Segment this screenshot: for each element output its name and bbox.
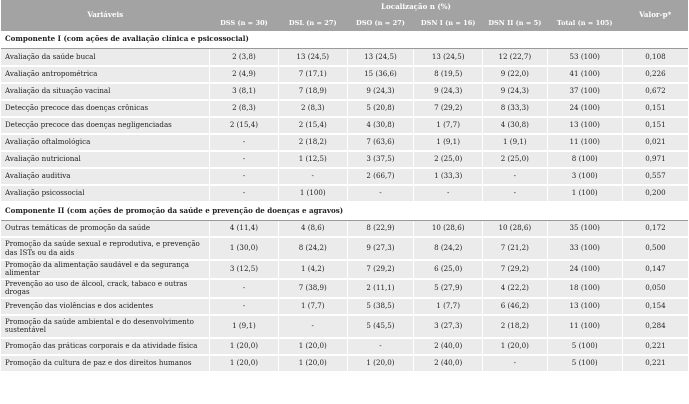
- cell-value: 2 (25,0): [414, 151, 483, 168]
- cell-value: 1 (30,0): [210, 237, 279, 260]
- variable-label: Promoção das práticas corporais e da atividade física: [1, 338, 210, 355]
- table-row: [1, 100, 688, 117]
- cell-value: 1 (20,0): [483, 338, 548, 355]
- cell-value: 1 (7,7): [278, 298, 347, 315]
- cell-value: 2 (66,7): [347, 168, 414, 185]
- cell-pvalue: 0,050: [622, 279, 688, 298]
- cell-value: 4 (11,4): [210, 220, 279, 237]
- variable-label: Detecção precoce das doenças negligenciadas: [1, 117, 210, 134]
- cell-value: 8 (100): [547, 151, 622, 168]
- cell-value: 2 (40,0): [414, 355, 483, 372]
- cell-value: -: [347, 338, 414, 355]
- cell-value: 3 (8,1): [210, 83, 279, 100]
- cell-value: 5 (38,5): [347, 298, 414, 315]
- cell-value: 35 (100): [547, 220, 622, 237]
- cell-value: -: [210, 279, 279, 298]
- variable-label: Prevenção ao uso de álcool, crack, tabaco e outras drogas: [1, 279, 210, 298]
- cell-pvalue: 0,971: [622, 151, 688, 168]
- cell-value: 13 (24,5): [347, 49, 414, 66]
- variable-label: Avaliação antropométrica: [1, 66, 210, 83]
- cell-value: 1 (9,1): [414, 134, 483, 151]
- cell-value: -: [210, 298, 279, 315]
- table-row: [1, 168, 688, 185]
- header-col-total: Total (n = 105): [547, 15, 622, 31]
- variable-label: Promoção da alimentação saudável e da segurança alimentar: [1, 260, 210, 279]
- table-row: [1, 260, 688, 279]
- header-col-dsn-ii: DSN II (n = 5): [483, 15, 548, 31]
- header-location: Localização n (%): [210, 0, 623, 15]
- cell-value: 2 (8,3): [278, 100, 347, 117]
- section-header: [1, 202, 688, 221]
- cell-pvalue: 0,221: [622, 355, 688, 372]
- cell-value: -: [278, 315, 347, 338]
- variable-label: Detecção precoce das doenças crônicas: [1, 100, 210, 117]
- cell-value: 2 (11,1): [347, 279, 414, 298]
- cell-value: 7 (29,2): [414, 100, 483, 117]
- cell-value: 2 (15,4): [210, 117, 279, 134]
- cell-value: 9 (22,0): [483, 66, 548, 83]
- cell-value: 6 (46,2): [483, 298, 548, 315]
- cell-value: 2 (3,8): [210, 49, 279, 66]
- table-body: [1, 31, 688, 372]
- cell-value: 7 (38,9): [278, 279, 347, 298]
- cell-value: 7 (29,2): [483, 260, 548, 279]
- table-row: [1, 298, 688, 315]
- cell-value: 5 (100): [547, 355, 622, 372]
- variable-label: Avaliação da situação vacinal: [1, 83, 210, 100]
- cell-value: 1 (20,0): [278, 338, 347, 355]
- cell-value: 1 (20,0): [210, 355, 279, 372]
- header-col-dss: DSS (n = 30): [210, 15, 279, 31]
- variable-label: Avaliação oftalmológica: [1, 134, 210, 151]
- cell-value: 24 (100): [547, 100, 622, 117]
- table-row: [1, 338, 688, 355]
- header-col-dsl: DSL (n = 27): [278, 15, 347, 31]
- cell-value: 8 (33,3): [483, 100, 548, 117]
- cell-value: 13 (24,5): [278, 49, 347, 66]
- cell-pvalue: 0,108: [622, 49, 688, 66]
- cell-value: 10 (28,6): [414, 220, 483, 237]
- cell-value: 5 (100): [547, 338, 622, 355]
- variable-label: Outras temáticas de promoção da saúde: [1, 220, 210, 237]
- table-row: [1, 66, 688, 83]
- cell-value: 2 (8,3): [210, 100, 279, 117]
- cell-value: 1 (20,0): [347, 355, 414, 372]
- cell-value: -: [278, 168, 347, 185]
- cell-value: 24 (100): [547, 260, 622, 279]
- cell-value: 3 (27,3): [414, 315, 483, 338]
- header-pvalue: Valor-p*: [622, 0, 688, 31]
- cell-value: 37 (100): [547, 83, 622, 100]
- cell-value: 7 (18,9): [278, 83, 347, 100]
- cell-value: 53 (100): [547, 49, 622, 66]
- cell-value: 18 (100): [547, 279, 622, 298]
- header-col-dsn-i: DSN I (n = 16): [414, 15, 483, 31]
- cell-value: 2 (4,9): [210, 66, 279, 83]
- variable-label: Promoção da cultura de paz e dos direitos humanos: [1, 355, 210, 372]
- cell-value: 9 (27,3): [347, 237, 414, 260]
- cell-value: 8 (22,9): [347, 220, 414, 237]
- cell-value: 2 (15,4): [278, 117, 347, 134]
- cell-value: 15 (36,6): [347, 66, 414, 83]
- cell-value: 4 (30,8): [347, 117, 414, 134]
- cell-value: 1 (33,3): [414, 168, 483, 185]
- variable-label: Promoção da saúde sexual e reprodutiva, e prevenção das ISTs ou da aids: [1, 237, 210, 260]
- cell-value: 1 (20,0): [210, 338, 279, 355]
- cell-value: 5 (27,9): [414, 279, 483, 298]
- cell-value: 2 (18,2): [483, 315, 548, 338]
- cell-pvalue: 0,557: [622, 168, 688, 185]
- cell-value: 8 (24,2): [414, 237, 483, 260]
- cell-value: -: [210, 185, 279, 202]
- table-row: [1, 315, 688, 338]
- cell-value: 1 (100): [278, 185, 347, 202]
- cell-pvalue: 0,151: [622, 100, 688, 117]
- section-title: Componente I (com ações de avaliação clínica e psicossocial): [1, 31, 688, 49]
- cell-pvalue: 0,151: [622, 117, 688, 134]
- cell-pvalue: 0,284: [622, 315, 688, 338]
- cell-value: 11 (100): [547, 315, 622, 338]
- cell-value: 3 (12,5): [210, 260, 279, 279]
- cell-value: 9 (24,3): [483, 83, 548, 100]
- cell-value: 1 (100): [547, 185, 622, 202]
- table-row: [1, 185, 688, 202]
- table-row: [1, 279, 688, 298]
- cell-value: -: [210, 168, 279, 185]
- cell-value: 33 (100): [547, 237, 622, 260]
- cell-value: 13 (24,5): [414, 49, 483, 66]
- table-row: [1, 117, 688, 134]
- table-row: [1, 355, 688, 372]
- cell-value: 4 (22,2): [483, 279, 548, 298]
- cell-value: 1 (9,1): [483, 134, 548, 151]
- table-header: [1, 0, 688, 31]
- cell-value: -: [347, 185, 414, 202]
- cell-value: 9 (24,3): [414, 83, 483, 100]
- cell-value: -: [483, 355, 548, 372]
- cell-value: 2 (18,2): [278, 134, 347, 151]
- variable-label: Avaliação da saúde bucal: [1, 49, 210, 66]
- cell-value: 8 (19,5): [414, 66, 483, 83]
- cell-value: 1 (12,5): [278, 151, 347, 168]
- table-row: [1, 237, 688, 260]
- cell-pvalue: 0,172: [622, 220, 688, 237]
- cell-value: 7 (21,2): [483, 237, 548, 260]
- cell-value: 7 (17,1): [278, 66, 347, 83]
- cell-value: 1 (7,7): [414, 117, 483, 134]
- cell-value: 2 (25,0): [483, 151, 548, 168]
- cell-pvalue: 0,226: [622, 66, 688, 83]
- header-col-dso: DSO (n = 27): [347, 15, 414, 31]
- header-variables: Variáveis: [1, 0, 210, 31]
- cell-value: 1 (9,1): [210, 315, 279, 338]
- data-table: [1, 0, 688, 373]
- cell-value: 10 (28,6): [483, 220, 548, 237]
- cell-value: 5 (45,5): [347, 315, 414, 338]
- section-title: Componente II (com ações de promoção da saúde e prevenção de doenças e agravos): [1, 202, 688, 221]
- cell-pvalue: 0,672: [622, 83, 688, 100]
- cell-value: 4 (8,6): [278, 220, 347, 237]
- cell-value: 13 (100): [547, 117, 622, 134]
- table-row: [1, 134, 688, 151]
- cell-value: 11 (100): [547, 134, 622, 151]
- cell-value: -: [483, 168, 548, 185]
- cell-value: 2 (40,0): [414, 338, 483, 355]
- table-row: [1, 220, 688, 237]
- cell-pvalue: 0,500: [622, 237, 688, 260]
- cell-value: 13 (100): [547, 298, 622, 315]
- cell-value: 5 (20,8): [347, 100, 414, 117]
- variable-label: Prevenção das violências e dos acidentes: [1, 298, 210, 315]
- cell-value: 12 (22,7): [483, 49, 548, 66]
- variable-label: Avaliação nutricional: [1, 151, 210, 168]
- cell-value: 9 (24,3): [347, 83, 414, 100]
- cell-value: 41 (100): [547, 66, 622, 83]
- variable-label: Promoção da saúde ambiental e do desenvolvimento sustentável: [1, 315, 210, 338]
- cell-value: -: [210, 134, 279, 151]
- cell-value: 1 (7,7): [414, 298, 483, 315]
- cell-value: -: [414, 185, 483, 202]
- cell-pvalue: 0,221: [622, 338, 688, 355]
- cell-value: 8 (24,2): [278, 237, 347, 260]
- cell-value: -: [483, 185, 548, 202]
- cell-value: 1 (20,0): [278, 355, 347, 372]
- table-row: [1, 49, 688, 66]
- cell-value: -: [210, 151, 279, 168]
- cell-value: 3 (37,5): [347, 151, 414, 168]
- cell-pvalue: 0,021: [622, 134, 688, 151]
- cell-value: 7 (29,2): [347, 260, 414, 279]
- cell-value: 4 (30,8): [483, 117, 548, 134]
- table-row: [1, 83, 688, 100]
- cell-pvalue: 0,200: [622, 185, 688, 202]
- table-row: [1, 151, 688, 168]
- cell-pvalue: 0,147: [622, 260, 688, 279]
- cell-value: 3 (100): [547, 168, 622, 185]
- variable-label: Avaliação auditiva: [1, 168, 210, 185]
- variable-label: Avaliação psicossocial: [1, 185, 210, 202]
- cell-pvalue: 0,154: [622, 298, 688, 315]
- cell-value: 7 (63,6): [347, 134, 414, 151]
- section-header: [1, 31, 688, 49]
- cell-value: 6 (25,0): [414, 260, 483, 279]
- cell-value: 1 (4,2): [278, 260, 347, 279]
